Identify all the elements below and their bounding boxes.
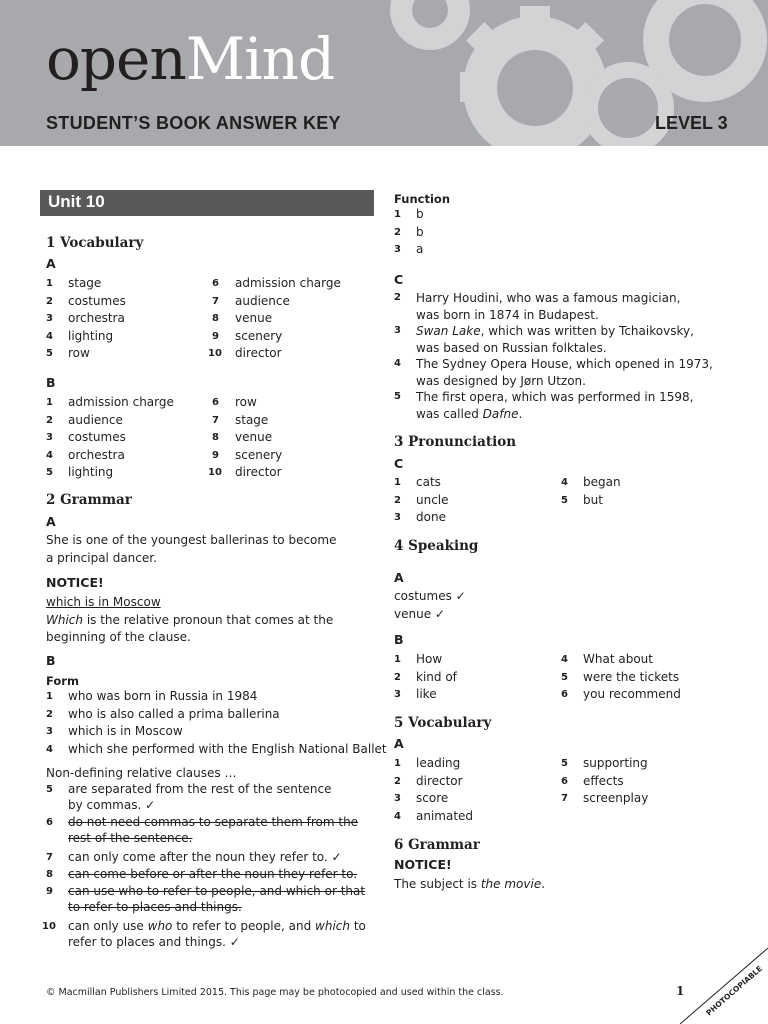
grammar6-text: The subject is the movie. xyxy=(394,877,546,891)
vocab1-a-label: A xyxy=(46,256,56,271)
list-item: 1 cats 4 began xyxy=(394,475,621,489)
vocab5-a-label: A xyxy=(394,736,404,751)
notice-text: which is in Moscow Which is the relative pronoun that comes at the beginning of the clause. xyxy=(46,595,334,644)
page-number: 1 xyxy=(676,984,685,998)
list-item: 4 lighting 9 scenery xyxy=(46,328,283,343)
speak4-b-list xyxy=(394,651,734,704)
grammar2-b-label: B xyxy=(46,653,56,668)
grammar2-a-label: A xyxy=(46,514,56,529)
vocabulary-1-heading: 1 Vocabulary xyxy=(46,235,144,251)
speak4-a-answers: costumes ✓ venue ✓ xyxy=(394,589,466,621)
list-item: 5 are separated from the rest of the sentence by commas. ✓ xyxy=(46,782,332,812)
list-item: 1 admission charge 6 row xyxy=(46,395,257,409)
list-item: 2 uncle 5 but xyxy=(394,492,603,507)
grammar6-notice: NOTICE! xyxy=(394,857,452,872)
vocab1-b-label: B xyxy=(46,375,56,390)
list-item: 3 which is in Moscow xyxy=(46,724,183,738)
copyright-notice: © Macmillan Publishers Limited 2015. This page may be photocopied and used within the class. xyxy=(46,987,504,998)
list-item: 2 b xyxy=(394,224,424,239)
list-item: 3 score 7 screenplay xyxy=(394,791,649,805)
vocab1-a-list xyxy=(40,275,374,363)
photocopiable-label: PHOTOCOPIABLE xyxy=(704,963,765,1018)
list-item: 9 can use who to refer to people, and which or that to refer to places and things. xyxy=(46,884,366,914)
rules-list xyxy=(40,782,374,952)
list-item: 3 Swan Lake, which was written by Tchaikovsky, was based on Russian folktales. xyxy=(394,324,694,355)
list-item: 3 a xyxy=(394,242,424,256)
list-item: 1 How 4 What about xyxy=(394,652,653,666)
list-item: 5 lighting 10 director xyxy=(46,465,282,479)
c-list xyxy=(394,290,734,422)
list-item: 6 do not need commas to separate them from the rest of the sentence. xyxy=(46,815,359,845)
vocab1-b-list xyxy=(40,394,374,482)
list-item: 2 director 6 effects xyxy=(394,773,624,788)
notice-heading: NOTICE! xyxy=(46,575,104,590)
grammar2-a-answer: She is one of the youngest ballerinas to become a principal dancer. xyxy=(46,533,337,565)
pron3-list xyxy=(394,474,734,527)
form-list xyxy=(40,688,387,758)
grammar-6-heading: 6 Grammar xyxy=(394,837,480,853)
function-heading: Function xyxy=(394,192,451,206)
list-item: 2 audience 7 stage xyxy=(46,412,269,427)
grammar-2-heading: 2 Grammar xyxy=(46,492,132,508)
list-item: 4 The Sydney Opera House, which opened in 1973, was designed by Jørn Utzon. xyxy=(394,357,713,388)
list-item: 2 kind of 5 were the tickets xyxy=(394,669,680,684)
c-label: C xyxy=(394,272,404,287)
list-item: 7 can only come after the noun they refer to. ✓ xyxy=(46,850,342,864)
list-item: 4 which she performed with the English National Ballet xyxy=(46,741,387,756)
function-list xyxy=(394,206,694,259)
list-item: 5 row 10 director xyxy=(46,346,282,360)
list-item: 3 done xyxy=(394,510,446,524)
list-item: 2 costumes 7 audience xyxy=(46,293,290,308)
list-item: 1 stage 6 admission charge xyxy=(46,276,341,290)
speaking-4-heading: 4 Speaking xyxy=(394,538,479,554)
pron3-c-label: C xyxy=(394,456,404,471)
form-label: Form xyxy=(46,674,79,688)
list-item: 8 can come before or after the noun they refer to. xyxy=(46,867,358,881)
list-item: 4 orchestra 9 scenery xyxy=(46,447,283,462)
list-item: 3 orchestra 8 venue xyxy=(46,311,273,325)
unit-heading: Unit 10 xyxy=(40,190,374,216)
speak4-a-label: A xyxy=(394,570,404,585)
list-item: 2 who is also called a prima ballerina xyxy=(46,706,280,721)
list-item: 5 The first opera, which was performed in 1598, was called Dafne. xyxy=(394,390,694,421)
level-label: LEVEL 3 xyxy=(655,113,728,133)
vocabulary-5-heading: 5 Vocabulary xyxy=(394,715,492,731)
list-item: 4 animated xyxy=(394,808,474,823)
list-item: 3 costumes 8 venue xyxy=(46,430,273,444)
list-item: 2 Harry Houdini, who was a famous magician, was born in 1874 in Budapest. xyxy=(394,291,681,322)
header-banner xyxy=(0,0,768,146)
answer-key-title: STUDENT’S BOOK ANSWER KEY xyxy=(46,113,341,133)
left-column xyxy=(40,190,387,949)
list-item: 3 like 6 you recommend xyxy=(394,687,681,701)
list-item: 10 can only use who to refer to people, and which to refer to places and things. ✓ xyxy=(42,919,366,949)
vocab5-list xyxy=(394,755,734,825)
non-defining-heading: Non-defining relative clauses … xyxy=(46,766,237,780)
photocopiable-corner xyxy=(680,948,768,1024)
list-item: 1 b xyxy=(394,207,424,221)
list-item: 1 who was born in Russia in 1984 xyxy=(46,689,258,703)
pronunciation-3-heading: 3 Pronunciation xyxy=(394,434,517,450)
list-item: 1 leading 5 supporting xyxy=(394,756,648,770)
openmind-logo: openMind xyxy=(46,25,335,93)
speak4-b-label: B xyxy=(394,632,404,647)
